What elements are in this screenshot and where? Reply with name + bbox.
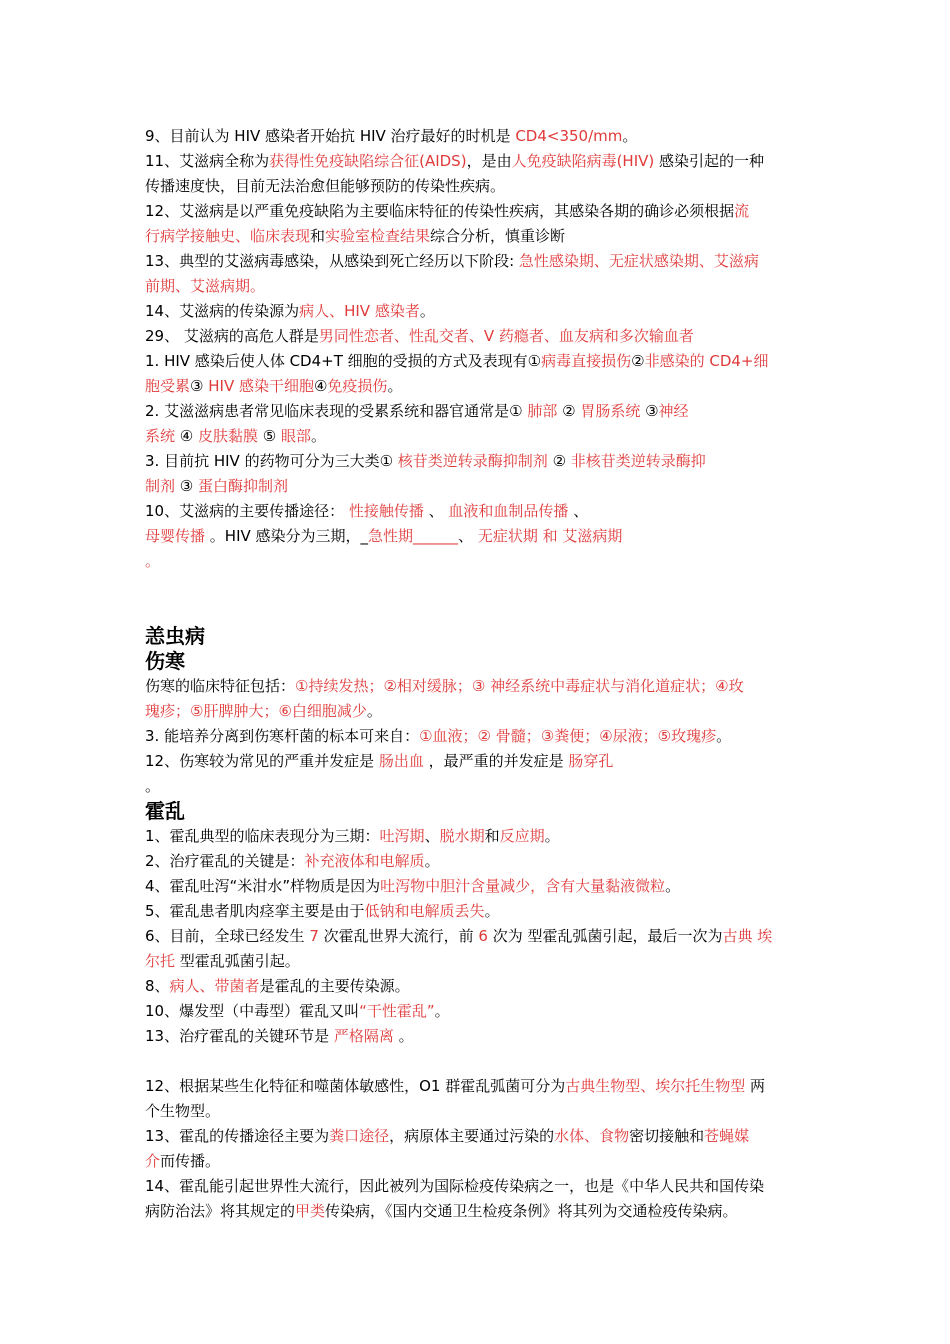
answer-text: 脱水期 [439,827,485,845]
question-text: 。 [387,377,403,395]
question-text: 13、典型的艾滋病毒感染，从感染到死亡经历以下阶段: [145,252,519,270]
question-text: 次为 型霍乱弧菌引起，最后一次为 [487,927,723,945]
text-line [145,951,300,971]
answer-text: 实验室检查结果 [325,227,431,245]
question-text: 12、伤寒较为常见的严重并发症是 [145,752,379,770]
question-text: 而传播。 [160,1152,221,1170]
question-text: ，病原体主要通过污染的 [389,1127,555,1145]
question-text: 14、艾滋病的传染源为 [145,302,300,320]
answer-text: 流 [734,202,750,220]
question-text: 1、霍乱典型的临床表现分为三期： [145,827,380,845]
answer-text: 蛋白酶抑制剂 [198,477,289,495]
answer-text: 性接触传播 [348,502,424,520]
question-text: ② [631,352,645,370]
text-line [145,251,759,271]
answer-text: 瑰疹；⑤肝脾肿大；⑥白细胞减少 [145,702,367,720]
answer-text: 男同性恋者、性乱交者、V 药瘾者、血友病和多次输血者 [318,327,694,345]
text-line [145,401,689,421]
question-text: 10、艾滋病的主要传播途径： [145,502,349,520]
question-text: 8、 [145,977,170,995]
question-text: ② [557,402,581,420]
question-text: 是霍乱的主要传染源。 [259,977,410,995]
text-line [145,1126,749,1146]
answer-text: 水体、食物 [554,1127,630,1145]
answer-text: 肺部 [527,402,558,420]
text-line [145,701,382,721]
question-text: 、 [423,502,449,520]
text-line [145,201,749,221]
answer-text: 低钠和电解质丢失 [364,902,485,920]
text-line [145,351,768,371]
question-text: 。 [484,902,500,920]
question-text: 、 [568,502,589,520]
question-text: 6、目前，全球已经发生 [145,927,310,945]
text-line [145,301,435,321]
question-text: 。 [622,127,638,145]
answer-text: 和 [542,527,558,545]
answer-text: 无症状期 [477,527,538,545]
question-text: 型霍乱弧菌引起。 [175,952,300,970]
question-text: 1. HIV 感染后使人体 CD4+T 细胞的受损的方式及表现有① [145,352,542,370]
question-text: 13、治疗霍乱的关键环节是 [145,1027,334,1045]
answer-text: 获得性免疫缺陷综合征(AIDS) [269,152,467,170]
text-line [145,501,588,521]
answer-text: 人免疫缺陷病毒(HIV) [511,152,655,170]
question-text: 3. 能培养分离到伤寒杆菌的标本可来自： [145,727,420,745]
answer-text: 吐泻期 [379,827,425,845]
text-line [145,901,500,921]
question-text: 3. 目前抗 HIV 的药物可分为三大类① [145,452,398,470]
question-text: 病防治法》将其规定的 [145,1202,296,1220]
question-text: 。 [311,427,327,445]
answer-text: HIV 感染干细胞 [208,377,314,395]
text-line [145,151,764,171]
question-text: 29、 艾滋病的高危人群是 [145,327,319,345]
question-text: 、 [458,527,478,545]
answer-text: 胞受累 [145,377,191,395]
question-text: 。 [366,702,382,720]
text-line [145,1076,765,1096]
question-text: 伤寒的临床特征包括： [145,677,296,695]
answer-text: 病人、带菌者 [169,977,260,995]
text-line [145,126,637,146]
question-text: 感染引起的一种 [654,152,765,170]
question-text: ③ [190,377,209,395]
question-text: ④ [175,427,198,445]
question-text: 综合分析，慎重诊断 [430,227,566,245]
section-heading: 霍乱 [145,799,185,823]
answer-text: 急性感染期、无症状感染期、艾滋病 [518,252,759,270]
answer-text: ①血液；② 骨髓；③粪便；④尿液；⑤玫瑰疹 [419,727,717,745]
text-line [145,751,613,771]
question-text: 10、爆发型（中毒型）霍乱又叫 [145,1002,360,1020]
answer-text: 。 [145,552,161,570]
question-text: 和 [310,227,326,245]
answer-text: 粪口途径 [329,1127,390,1145]
answer-text: 肠穿孔 [568,752,614,770]
answer-text: 急性期______ [368,527,459,545]
answer-text: 非核苷类逆转录酶抑 [570,452,706,470]
question-text: 。 [544,827,560,845]
question-text: ⑤ [258,427,281,445]
question-text: 12、艾滋病是以严重免疫缺陷为主要临床特征的传染性疾病，其感染各期的确诊必须根据 [145,202,735,220]
question-text: 。 [716,727,732,745]
question-text: 传染病，《国内交通卫生检疫条例》将其列为交通检疫传染病。 [325,1202,738,1220]
question-text: 、 [424,827,440,845]
question-text: 14、霍乱能引起世界性大流行，因此被列为国际检疫传染病之一，也是《中华人民共和国传染 [145,1177,765,1195]
answer-text: 系统 [145,427,176,445]
question-text: 。HIV 感染分为三期，_ [205,527,369,545]
answer-text: 神经 [658,402,689,420]
answer-text: 皮肤黏膜 [198,427,259,445]
text-line [145,826,560,846]
text-line [145,276,265,296]
answer-text: 尔托 [145,952,176,970]
text-line [145,851,440,871]
answer-text: 古典 埃 [722,927,773,945]
question-text: 。 [145,777,161,795]
text-line [145,876,680,896]
question-text: 9、目前认为 HIV 感染者开始抗 HIV 治疗最好的时机是 [145,127,516,145]
question-text: 。 [393,1027,414,1045]
text-line [145,1101,220,1121]
question-text: 。 [434,1002,450,1020]
question-text: 个生物型。 [145,1102,221,1120]
answer-text: 免疫损伤 [327,377,388,395]
text-line [145,376,402,396]
question-text: 4、霍乱吐泻“米泔水”样物质是因为 [145,877,381,895]
answer-text: 吐泻物中胆汁含量减少，含有大量黏液微粒 [380,877,666,895]
question-text: 。 [424,852,440,870]
answer-text: 胃肠系统 [580,402,641,420]
text-line [145,1176,764,1196]
answer-text: 7 [309,927,319,945]
question-text: 和 [484,827,500,845]
section-heading: 伤寒 [145,649,185,673]
answer-text: 行病学接触史、临床表现 [145,227,311,245]
question-text: ，是由 [466,152,512,170]
text-line [145,551,160,571]
question-text: ，最严重的并发症是 [423,752,569,770]
answer-text: 补充液体和电解质 [304,852,425,870]
question-text: 。 [419,302,435,320]
question-text: 传播速度快，目前无法治愈但能够预防的传染性疾病。 [145,177,506,195]
answer-text: 前期、艾滋病期。 [145,277,266,295]
text-line [145,676,744,696]
answer-text: 介 [145,1152,161,1170]
question-text: 次霍乱世界大流行，前 [318,927,479,945]
text-line [145,226,565,246]
answer-text: 古典生物型、埃尔托生物型 [565,1077,746,1095]
question-text: 2. 艾滋滋病患者常见临床表现的受累系统和器官通常是① [145,402,528,420]
question-text: ④ [313,377,328,395]
question-text: ③ [640,402,659,420]
text-line [145,526,622,546]
text-line [145,176,505,196]
answer-text: 肠出血 [378,752,424,770]
text-line [145,326,694,346]
answer-text: ①持续发热；②相对缓脉；③ 神经系统中毒症状与消化道症状；④玫 [295,677,744,695]
text-line [145,776,160,796]
question-text: 。 [665,877,681,895]
question-text: ③ [175,477,198,495]
answer-text: 病人、HIV 感染者 [299,302,420,320]
answer-text: 甲类 [295,1202,326,1220]
question-text: ② [547,452,571,470]
answer-text: 苍蝇媒 [704,1127,750,1145]
answer-text: 血液和血制品传播 [448,502,569,520]
text-line [145,1151,220,1171]
question-text: 13、霍乱的传播途径主要为 [145,1127,330,1145]
answer-text: 眼部 [281,427,312,445]
question-text: 11、艾滋病全称为 [145,152,270,170]
section-heading: 恙虫病 [145,624,205,648]
answer-text: 病毒直接损伤 [541,352,632,370]
answer-text: CD4<350/mm [515,127,623,145]
question-text: 2、治疗霍乱的关键是： [145,852,305,870]
answer-text: 非感染的 CD4+细 [644,352,769,370]
answer-text: 艾滋病期 [562,527,623,545]
question-text: 两 [745,1077,766,1095]
text-line [145,976,410,996]
question-text: 5、霍乱患者肌肉痉挛主要是由于 [145,902,365,920]
text-line [145,926,772,946]
text-line [145,726,731,746]
question-text: 密切接触和 [629,1127,705,1145]
text-line [145,1201,738,1221]
answer-text: 严格隔离 [333,1027,394,1045]
text-line [145,426,326,446]
answer-text: 6 [478,927,488,945]
answer-text: 反应期 [499,827,545,845]
text-line [145,476,288,496]
answer-text: 核苷类逆转录酶抑制剂 [397,452,548,470]
text-line [145,451,706,471]
question-text: 12、根据某些生化特征和噬菌体敏感性，O1 群霍乱弧菌可分为 [145,1077,566,1095]
answer-text: 制剂 [145,477,176,495]
answer-text: “干性霍乱” [359,1002,435,1020]
text-line [145,1001,450,1021]
text-line [145,1026,414,1046]
answer-text: 母婴传播 [145,527,206,545]
